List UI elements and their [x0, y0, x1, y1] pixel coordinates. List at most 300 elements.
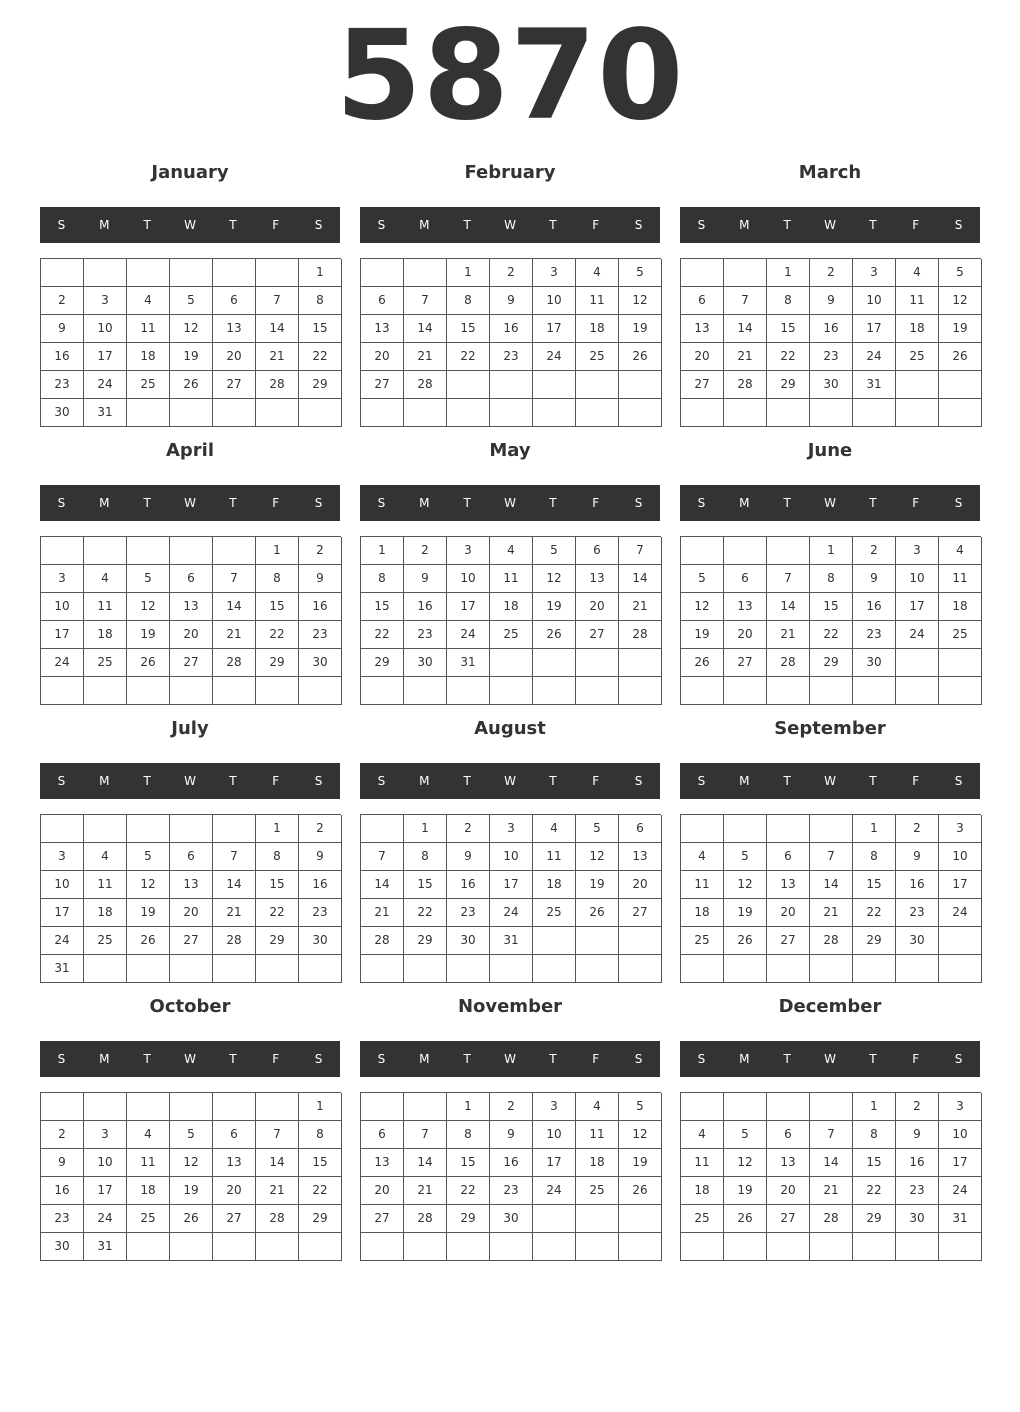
day-cell: 9	[299, 565, 342, 593]
day-cell	[681, 677, 724, 705]
day-cell: 12	[724, 871, 767, 899]
weekday-label: M	[419, 774, 430, 788]
day-cell: 5	[127, 843, 170, 871]
day-cell: 11	[127, 1149, 170, 1177]
day-cell	[896, 1233, 939, 1261]
day-cell	[576, 649, 619, 677]
day-cell	[767, 537, 810, 565]
day-cell	[213, 399, 256, 427]
day-cell	[84, 1093, 127, 1121]
day-cell: 21	[810, 1177, 853, 1205]
day-cell: 21	[213, 899, 256, 927]
day-cell: 2	[896, 815, 939, 843]
day-cell	[170, 955, 213, 983]
weekday-label: T	[783, 496, 791, 510]
weekday-label: S	[697, 496, 706, 510]
day-cell	[681, 1233, 724, 1261]
day-cell	[939, 1233, 982, 1261]
month-name: April	[165, 440, 215, 461]
day-cell: 11	[84, 871, 127, 899]
day-cell: 9	[810, 287, 853, 315]
day-cell: 6	[724, 565, 767, 593]
day-cell: 25	[681, 1205, 724, 1233]
day-cell: 12	[170, 315, 213, 343]
day-cell	[447, 399, 490, 427]
day-cell: 24	[84, 371, 127, 399]
day-cell: 3	[447, 537, 490, 565]
day-cell	[576, 677, 619, 705]
day-cell: 11	[490, 565, 533, 593]
day-cell: 23	[447, 899, 490, 927]
day-cell: 30	[41, 1233, 84, 1261]
weekday-label: S	[314, 496, 323, 510]
day-cell: 19	[681, 621, 724, 649]
day-cell: 3	[84, 1121, 127, 1149]
day-cell: 8	[299, 1121, 342, 1149]
day-cell: 27	[767, 1205, 810, 1233]
day-cell: 17	[84, 1177, 127, 1205]
day-cell	[767, 1093, 810, 1121]
day-cell: 26	[681, 649, 724, 677]
day-cell: 3	[41, 843, 84, 871]
day-cell: 8	[299, 287, 342, 315]
day-cell	[490, 1233, 533, 1261]
day-cell: 1	[404, 815, 447, 843]
day-cell	[681, 815, 724, 843]
day-cell	[490, 649, 533, 677]
weekday-label: F	[272, 1052, 280, 1066]
days-grid	[360, 1092, 661, 1261]
day-cell	[127, 815, 170, 843]
day-cell: 9	[490, 287, 533, 315]
weekday-label: W	[824, 218, 836, 232]
day-cell: 1	[256, 537, 299, 565]
day-cell	[361, 955, 404, 983]
day-cell: 28	[213, 649, 256, 677]
day-cell: 16	[299, 871, 342, 899]
day-cell: 8	[767, 287, 810, 315]
day-cell: 16	[404, 593, 447, 621]
day-cell: 31	[41, 955, 84, 983]
day-cell: 20	[619, 871, 662, 899]
weekday-label: S	[634, 774, 643, 788]
day-cell: 2	[896, 1093, 939, 1121]
day-cell: 2	[447, 815, 490, 843]
day-cell: 5	[533, 537, 576, 565]
day-cell: 27	[361, 371, 404, 399]
day-cell: 3	[533, 259, 576, 287]
day-cell: 12	[619, 1121, 662, 1149]
day-cell	[299, 955, 342, 983]
day-cell: 22	[447, 1177, 490, 1205]
day-cell	[810, 677, 853, 705]
day-cell: 13	[213, 1149, 256, 1177]
weekday-header	[360, 1041, 660, 1077]
day-cell	[576, 955, 619, 983]
day-cell: 14	[404, 1149, 447, 1177]
day-cell: 11	[127, 315, 170, 343]
day-cell	[533, 677, 576, 705]
weekday-label: M	[99, 496, 110, 510]
day-cell: 25	[576, 343, 619, 371]
day-cell: 21	[213, 621, 256, 649]
month-name: January	[151, 162, 229, 183]
weekday-label: S	[377, 496, 386, 510]
day-cell: 28	[256, 1205, 299, 1233]
day-cell	[810, 1093, 853, 1121]
day-cell	[896, 649, 939, 677]
day-cell: 23	[404, 621, 447, 649]
day-cell	[939, 649, 982, 677]
weekday-label: F	[912, 496, 920, 510]
day-cell: 28	[213, 927, 256, 955]
day-cell: 2	[490, 259, 533, 287]
day-cell: 26	[619, 1177, 662, 1205]
day-cell	[170, 537, 213, 565]
day-cell: 30	[299, 649, 342, 677]
day-cell: 9	[896, 843, 939, 871]
weekday-label: F	[272, 218, 280, 232]
day-cell	[170, 1093, 213, 1121]
day-cell: 17	[533, 315, 576, 343]
weekday-header	[680, 485, 980, 521]
day-cell: 19	[170, 343, 213, 371]
day-cell: 24	[896, 621, 939, 649]
day-cell: 10	[853, 287, 896, 315]
day-cell	[853, 399, 896, 427]
month-name: July	[171, 718, 209, 739]
day-cell: 2	[41, 287, 84, 315]
weekday-header	[40, 1041, 340, 1077]
day-cell: 3	[533, 1093, 576, 1121]
day-cell: 14	[213, 593, 256, 621]
day-cell: 15	[299, 315, 342, 343]
day-cell: 17	[939, 1149, 982, 1177]
weekday-label: F	[272, 496, 280, 510]
day-cell: 30	[810, 371, 853, 399]
day-cell: 1	[767, 259, 810, 287]
day-cell: 18	[576, 1149, 619, 1177]
days-grid	[360, 536, 661, 705]
weekday-label: S	[634, 496, 643, 510]
day-cell: 23	[299, 899, 342, 927]
weekday-label: W	[184, 496, 196, 510]
weekday-label: W	[504, 218, 516, 232]
day-cell: 17	[490, 871, 533, 899]
day-cell: 1	[256, 815, 299, 843]
day-cell: 15	[853, 871, 896, 899]
weekday-header	[360, 485, 660, 521]
day-cell: 8	[256, 843, 299, 871]
day-cell: 28	[619, 621, 662, 649]
day-cell: 24	[853, 343, 896, 371]
year-title: 5870	[335, 4, 685, 148]
day-cell: 9	[490, 1121, 533, 1149]
weekday-label: T	[783, 218, 791, 232]
day-cell: 6	[213, 287, 256, 315]
day-cell: 4	[681, 1121, 724, 1149]
weekday-label: F	[592, 1052, 600, 1066]
weekday-header	[360, 763, 660, 799]
day-cell: 5	[170, 1121, 213, 1149]
weekday-label: T	[869, 1052, 877, 1066]
day-cell: 28	[810, 927, 853, 955]
day-cell: 25	[127, 371, 170, 399]
day-cell	[724, 677, 767, 705]
day-cell: 13	[724, 593, 767, 621]
day-cell	[84, 955, 127, 983]
day-cell	[681, 537, 724, 565]
day-cell	[447, 677, 490, 705]
day-cell	[256, 955, 299, 983]
day-cell: 6	[213, 1121, 256, 1149]
day-cell	[810, 955, 853, 983]
weekday-label: S	[954, 1052, 963, 1066]
day-cell: 24	[533, 343, 576, 371]
day-cell: 27	[170, 649, 213, 677]
day-cell	[299, 677, 342, 705]
month-name: March	[798, 162, 862, 183]
day-cell: 13	[213, 315, 256, 343]
day-cell: 1	[447, 259, 490, 287]
day-cell: 23	[41, 1205, 84, 1233]
day-cell: 25	[576, 1177, 619, 1205]
day-cell: 21	[361, 899, 404, 927]
day-cell: 11	[681, 1149, 724, 1177]
day-cell: 26	[533, 621, 576, 649]
weekday-label: S	[697, 218, 706, 232]
day-cell	[490, 677, 533, 705]
day-cell: 16	[896, 871, 939, 899]
day-cell: 11	[533, 843, 576, 871]
weekday-label: T	[143, 218, 151, 232]
day-cell: 7	[619, 537, 662, 565]
day-cell: 29	[447, 1205, 490, 1233]
day-cell	[724, 537, 767, 565]
weekday-header	[40, 207, 340, 243]
day-cell: 25	[127, 1205, 170, 1233]
month-name: May	[489, 440, 531, 461]
day-cell: 2	[41, 1121, 84, 1149]
day-cell: 26	[619, 343, 662, 371]
weekday-label: T	[549, 218, 557, 232]
month-name: November	[457, 996, 563, 1017]
day-cell: 5	[724, 843, 767, 871]
day-cell	[404, 399, 447, 427]
day-cell: 3	[490, 815, 533, 843]
day-cell: 7	[213, 565, 256, 593]
day-cell: 29	[361, 649, 404, 677]
day-cell	[361, 1093, 404, 1121]
day-cell: 10	[533, 287, 576, 315]
day-cell: 30	[404, 649, 447, 677]
day-cell: 28	[767, 649, 810, 677]
day-cell: 17	[41, 621, 84, 649]
day-cell: 13	[681, 315, 724, 343]
day-cell: 1	[810, 537, 853, 565]
day-cell	[939, 955, 982, 983]
weekday-label: S	[57, 774, 66, 788]
day-cell: 19	[619, 1149, 662, 1177]
day-cell: 8	[361, 565, 404, 593]
day-cell: 17	[853, 315, 896, 343]
weekday-header	[680, 1041, 980, 1077]
day-cell: 18	[490, 593, 533, 621]
weekday-label: S	[954, 496, 963, 510]
day-cell	[619, 677, 662, 705]
day-cell: 20	[170, 899, 213, 927]
day-cell	[533, 399, 576, 427]
day-cell	[213, 537, 256, 565]
day-cell: 10	[41, 593, 84, 621]
day-cell: 6	[681, 287, 724, 315]
day-cell	[810, 1233, 853, 1261]
weekday-label: S	[634, 1052, 643, 1066]
weekday-label: S	[377, 1052, 386, 1066]
day-cell: 2	[404, 537, 447, 565]
day-cell: 13	[361, 315, 404, 343]
day-cell: 25	[84, 927, 127, 955]
day-cell: 9	[41, 1149, 84, 1177]
day-cell: 8	[853, 1121, 896, 1149]
day-cell: 7	[213, 843, 256, 871]
day-cell	[619, 1205, 662, 1233]
weekday-label: F	[592, 218, 600, 232]
day-cell	[404, 259, 447, 287]
day-cell: 23	[490, 1177, 533, 1205]
day-cell	[170, 815, 213, 843]
day-cell	[213, 259, 256, 287]
day-cell: 27	[767, 927, 810, 955]
day-cell: 17	[939, 871, 982, 899]
day-cell: 26	[127, 649, 170, 677]
day-cell: 12	[724, 1149, 767, 1177]
weekday-label: M	[99, 218, 110, 232]
day-cell	[299, 399, 342, 427]
day-cell: 12	[170, 1149, 213, 1177]
days-grid	[680, 1092, 981, 1261]
day-cell	[170, 259, 213, 287]
day-cell: 27	[361, 1205, 404, 1233]
day-cell: 24	[939, 1177, 982, 1205]
day-cell: 26	[170, 1205, 213, 1233]
day-cell: 23	[490, 343, 533, 371]
day-cell: 3	[41, 565, 84, 593]
day-cell: 6	[361, 287, 404, 315]
day-cell: 20	[170, 621, 213, 649]
day-cell: 12	[681, 593, 724, 621]
day-cell: 4	[576, 1093, 619, 1121]
weekday-label: M	[99, 1052, 110, 1066]
day-cell: 2	[299, 815, 342, 843]
weekday-label: T	[229, 218, 237, 232]
weekday-label: M	[419, 496, 430, 510]
weekday-label: M	[419, 218, 430, 232]
day-cell: 9	[404, 565, 447, 593]
day-cell	[361, 1233, 404, 1261]
day-cell: 7	[810, 1121, 853, 1149]
day-cell	[256, 399, 299, 427]
day-cell: 6	[767, 843, 810, 871]
weekday-header	[40, 763, 340, 799]
day-cell: 21	[724, 343, 767, 371]
month-name: December	[778, 996, 882, 1017]
day-cell: 20	[213, 1177, 256, 1205]
day-cell: 27	[619, 899, 662, 927]
day-cell: 20	[767, 899, 810, 927]
weekday-label: F	[912, 218, 920, 232]
day-cell: 27	[213, 1205, 256, 1233]
day-cell: 24	[41, 649, 84, 677]
day-cell	[213, 955, 256, 983]
day-cell: 31	[447, 649, 490, 677]
day-cell: 12	[533, 565, 576, 593]
day-cell: 5	[619, 1093, 662, 1121]
day-cell	[256, 1093, 299, 1121]
day-cell	[576, 399, 619, 427]
weekday-label: S	[697, 1052, 706, 1066]
days-grid	[40, 1092, 341, 1261]
day-cell: 30	[896, 1205, 939, 1233]
weekday-label: W	[504, 774, 516, 788]
day-cell: 11	[576, 287, 619, 315]
day-cell: 15	[853, 1149, 896, 1177]
day-cell: 16	[490, 315, 533, 343]
day-cell: 10	[939, 1121, 982, 1149]
day-cell	[41, 677, 84, 705]
day-cell: 16	[41, 343, 84, 371]
day-cell	[619, 955, 662, 983]
day-cell: 2	[299, 537, 342, 565]
weekday-label: S	[57, 496, 66, 510]
day-cell: 11	[939, 565, 982, 593]
weekday-label: F	[912, 1052, 920, 1066]
day-cell	[724, 1233, 767, 1261]
day-cell: 11	[681, 871, 724, 899]
day-cell: 18	[576, 315, 619, 343]
day-cell: 29	[256, 927, 299, 955]
weekday-label: S	[954, 218, 963, 232]
day-cell: 10	[84, 315, 127, 343]
day-cell: 19	[939, 315, 982, 343]
day-cell	[939, 927, 982, 955]
days-grid	[680, 258, 981, 427]
days-grid	[360, 258, 661, 427]
day-cell	[404, 677, 447, 705]
day-cell: 17	[533, 1149, 576, 1177]
day-cell	[84, 259, 127, 287]
day-cell: 7	[361, 843, 404, 871]
day-cell: 27	[681, 371, 724, 399]
day-cell: 22	[404, 899, 447, 927]
weekday-label: W	[184, 218, 196, 232]
day-cell: 3	[84, 287, 127, 315]
day-cell: 22	[810, 621, 853, 649]
day-cell: 31	[84, 1233, 127, 1261]
day-cell: 15	[299, 1149, 342, 1177]
day-cell	[127, 1093, 170, 1121]
day-cell	[447, 955, 490, 983]
day-cell: 7	[256, 287, 299, 315]
weekday-label: F	[592, 774, 600, 788]
day-cell	[361, 399, 404, 427]
day-cell	[810, 815, 853, 843]
day-cell	[361, 815, 404, 843]
day-cell: 15	[447, 315, 490, 343]
day-cell: 1	[853, 1093, 896, 1121]
day-cell: 10	[84, 1149, 127, 1177]
day-cell: 10	[939, 843, 982, 871]
